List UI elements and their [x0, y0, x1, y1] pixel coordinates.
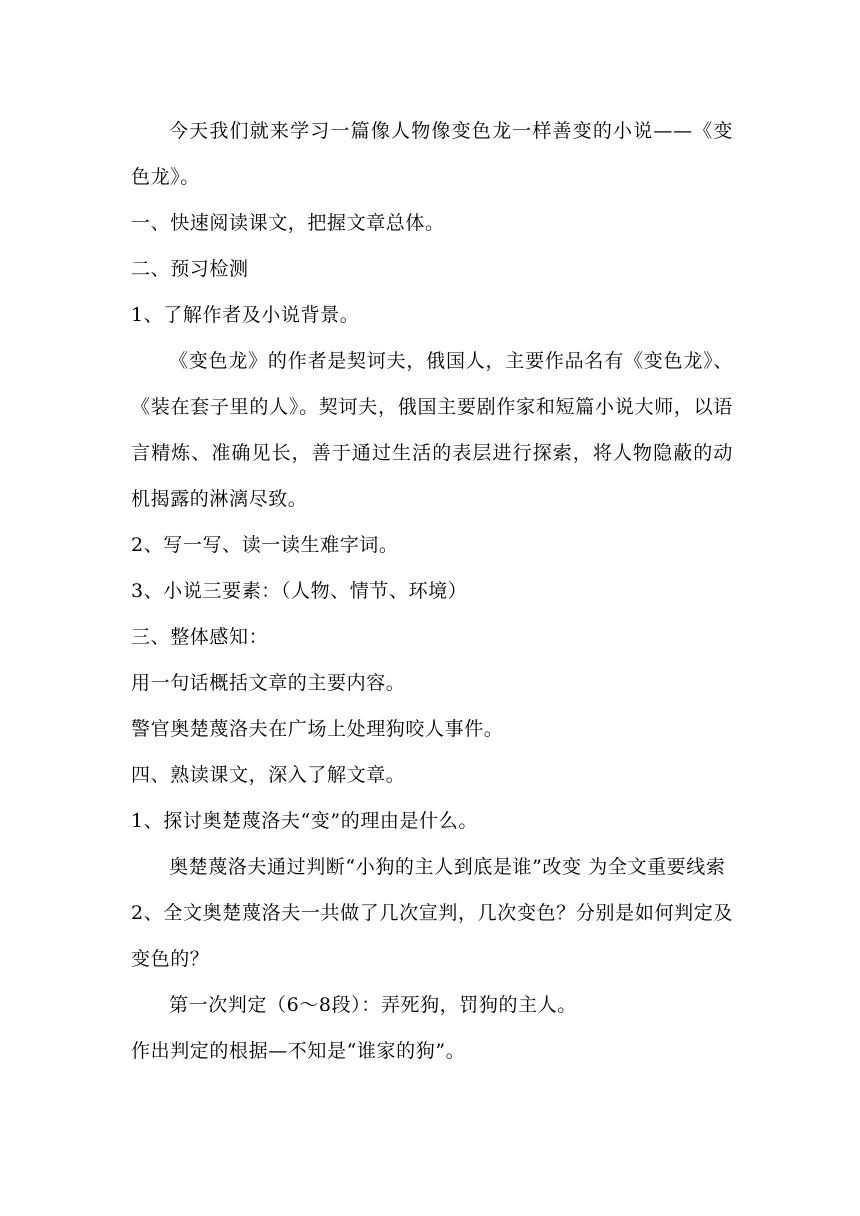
section-heading-3: 三、整体感知：: [131, 626, 269, 648]
question-2: 2、全文奥楚蔑洛夫一共做了几次宣判，几次变色？分别是如何判定及变色的？: [131, 902, 733, 970]
summary-answer: 警官奥楚蔑洛夫在广场上处理狗咬人事件。: [131, 718, 504, 740]
intro-paragraph: 今天我们就来学习一篇像人物像变色龙一样善变的小说——《变色龙》。: [131, 120, 733, 188]
section-heading-4: 四、熟读课文，深入了解文章。: [131, 764, 406, 786]
summary-prompt: 用一句话概括文章的主要内容。: [131, 672, 406, 694]
question-1: 1、探讨奥楚蔑洛夫“变”的理由是什么。: [131, 810, 478, 832]
subheading-vocabulary: 2、写一写、读一读生难字词。: [131, 534, 399, 556]
answer-1: 奥楚蔑洛夫通过判断“小狗的主人到底是谁”改变 为全文重要线索: [169, 856, 726, 878]
section-heading-2: 二、预习检测: [131, 258, 249, 280]
author-paragraph: 《变色龙》的作者是契诃夫，俄国人，主要作品名有《变色龙》、《装在套子里的人》。契诃夫，俄国主要剧作家和短篇小说大师，以语言精炼、准确见长，善于通过生活的表层进行探索，将人物隐蔽的动机揭露的淋漓尽致。: [131, 350, 733, 510]
section-heading-1: 一、快速阅读课文，把握文章总体。: [131, 212, 445, 234]
subheading-author-background: 1、了解作者及小说背景。: [131, 304, 360, 326]
judgment-basis: 作出判定的根据—不知是“谁家的狗”。: [131, 1040, 466, 1062]
first-judgment: 第一次判定（6～8段）：弄死狗，罚狗的主人。: [169, 994, 577, 1016]
subheading-three-elements: 3、小说三要素：（人物、情节、环境）: [131, 580, 468, 602]
document-body: [131, 108, 733, 1074]
